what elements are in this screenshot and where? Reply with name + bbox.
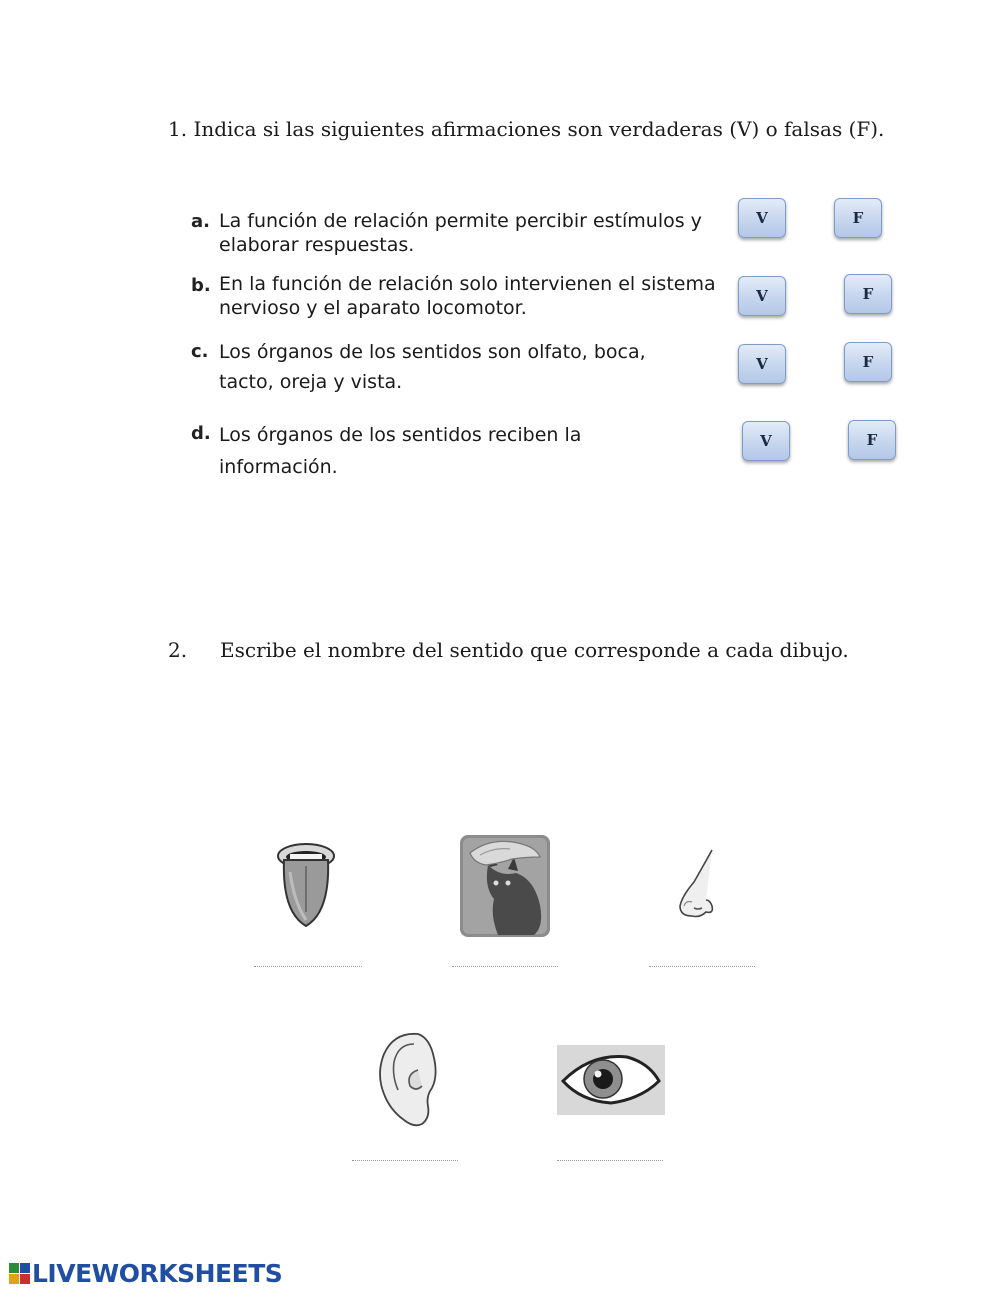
item-c-true-button[interactable]: V bbox=[738, 344, 786, 384]
item-a-line-2: elaborar respuestas. bbox=[219, 234, 415, 256]
question-1-text: Indica si las siguientes afirmaciones son verdaderas (V) o falsas (F). bbox=[193, 117, 885, 141]
item-a-letter: a. bbox=[191, 211, 210, 232]
item-b-false-button[interactable]: F bbox=[844, 274, 892, 314]
item-c-line-2: tacto, oreja y vista. bbox=[219, 371, 403, 393]
item-d-line-1: Los órganos de los sentidos reciben la bbox=[219, 424, 582, 446]
ear-icon bbox=[374, 1030, 438, 1130]
answer-line-nose[interactable] bbox=[649, 966, 755, 967]
answer-line-ear[interactable] bbox=[352, 1160, 458, 1161]
item-d-true-button[interactable]: V bbox=[742, 421, 790, 461]
item-a-line-1: La función de relación permite percibir estímulos y bbox=[219, 210, 702, 232]
item-a-text bbox=[219, 209, 729, 257]
tongue-icon bbox=[274, 842, 338, 930]
item-b-line-2: nervioso y el aparato locomotor. bbox=[219, 297, 527, 319]
item-c-text bbox=[219, 337, 729, 397]
answer-line-cat[interactable] bbox=[452, 966, 558, 967]
item-d-letter: d. bbox=[191, 423, 211, 444]
question-1-title bbox=[168, 117, 884, 141]
hand-petting-cat-icon bbox=[460, 835, 550, 937]
item-b-line-1: En la función de relación solo intervienen el sistema bbox=[219, 273, 716, 295]
item-b-letter: b. bbox=[191, 275, 211, 296]
question-2-text: Escribe el nombre del sentido que corresponde a cada dibujo. bbox=[220, 638, 849, 662]
item-a-false-button[interactable]: F bbox=[834, 198, 882, 238]
item-b-true-button[interactable]: V bbox=[738, 276, 786, 316]
item-b-text bbox=[219, 272, 729, 320]
question-2-number: 2. bbox=[168, 638, 188, 662]
item-a-true-button[interactable]: V bbox=[738, 198, 786, 238]
item-d-line-2: información. bbox=[219, 456, 338, 478]
answer-line-tongue[interactable] bbox=[254, 966, 362, 967]
item-d-text bbox=[219, 419, 729, 483]
item-c-letter: c. bbox=[191, 341, 209, 362]
nose-icon bbox=[672, 848, 720, 920]
question-1-number: 1. bbox=[168, 117, 188, 141]
liveworksheets-logo-icon bbox=[9, 1263, 31, 1285]
liveworksheets-brand[interactable]: LIVEWORKSHEETS bbox=[32, 1259, 283, 1288]
item-d-false-button[interactable]: F bbox=[848, 420, 896, 460]
item-c-line-1: Los órganos de los sentidos son olfato, boca, bbox=[219, 341, 646, 363]
eye-icon bbox=[557, 1045, 665, 1115]
answer-line-eye[interactable] bbox=[557, 1160, 663, 1161]
item-c-false-button[interactable]: F bbox=[844, 342, 892, 382]
